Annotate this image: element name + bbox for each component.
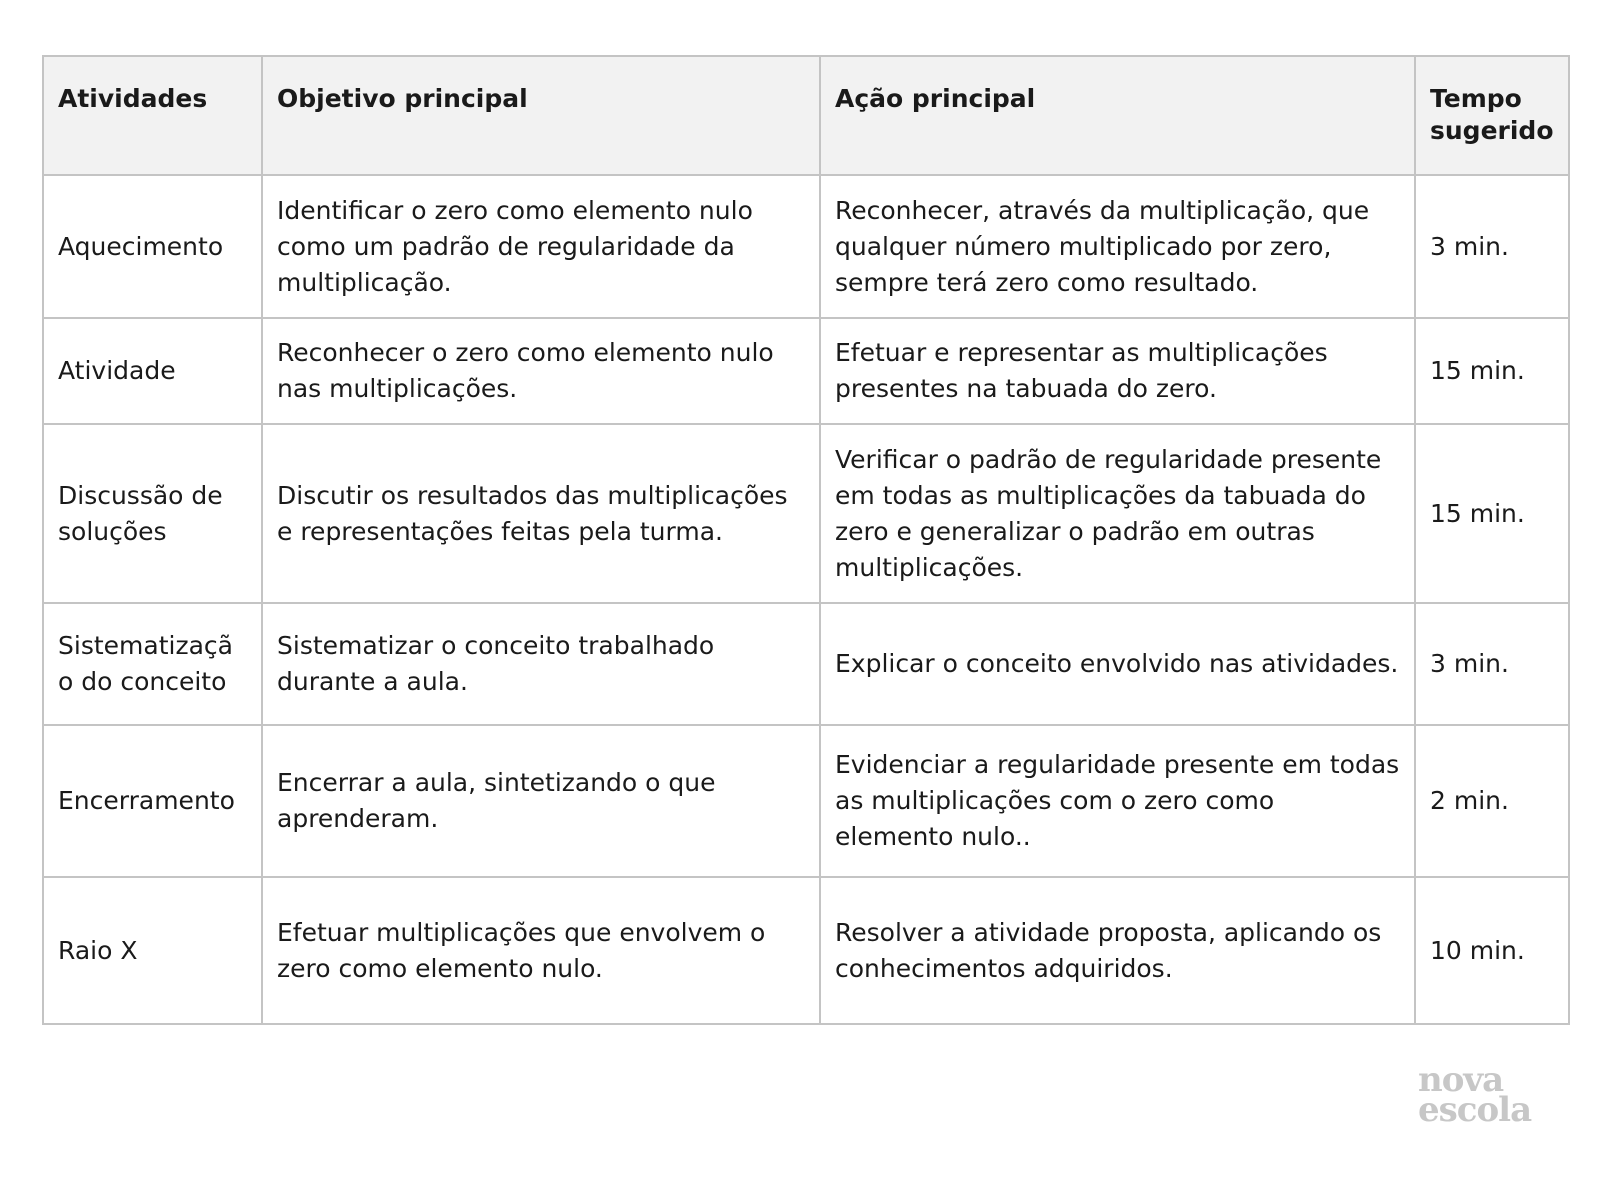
cell-tempo: 3 min. [1415, 175, 1569, 318]
cell-atividade: Discussão de soluções [43, 424, 262, 603]
cell-objetivo: Discutir os resultados das multiplicações e representações feitas pela turma. [262, 424, 820, 603]
cell-acao: Explicar o conceito envolvido nas atividades. [820, 603, 1415, 725]
table-row [43, 877, 1569, 1024]
cell-tempo: 15 min. [1415, 318, 1569, 424]
header-acao-principal: Ação principal [820, 56, 1415, 175]
cell-tempo: 10 min. [1415, 877, 1569, 1024]
cell-objetivo: Reconhecer o zero como elemento nulo nas multiplicações. [262, 318, 820, 424]
cell-objetivo: Encerrar a aula, sintetizando o que aprenderam. [262, 725, 820, 877]
cell-tempo: 15 min. [1415, 424, 1569, 603]
cell-tempo: 2 min. [1415, 725, 1569, 877]
cell-tempo: 3 min. [1415, 603, 1569, 725]
cell-acao: Verificar o padrão de regularidade presente em todas as multiplicações da tabuada do zero e generalizar o padrão em outras multiplicações. [820, 424, 1415, 603]
cell-atividade: Aquecimento [43, 175, 262, 318]
header-atividades: Atividades [43, 56, 262, 175]
table-row [43, 424, 1569, 603]
cell-acao: Evidenciar a regularidade presente em todas as multiplicações com o zero como elemento nulo.. [820, 725, 1415, 877]
cell-atividade: Encerramento [43, 725, 262, 877]
nova-escola-logo [1418, 1060, 1538, 1130]
cell-objetivo: Efetuar multiplicações que envolvem o zero como elemento nulo. [262, 877, 820, 1024]
header-objetivo-principal: Objetivo principal [262, 56, 820, 175]
table-row [43, 603, 1569, 725]
cell-acao: Resolver a atividade proposta, aplicando os conhecimentos adquiridos. [820, 877, 1415, 1024]
logo-line-nova: nova [1418, 1060, 1504, 1100]
table-row [43, 318, 1569, 424]
cell-objetivo: Sistematizar o conceito trabalhado durante a aula. [262, 603, 820, 725]
table-row [43, 725, 1569, 877]
cell-acao: Reconhecer, através da multiplicação, que qualquer número multiplicado por zero, sempre terá zero como resultado. [820, 175, 1415, 318]
table-row [43, 175, 1569, 318]
cell-atividade: Raio X [43, 877, 262, 1024]
cell-atividade: Sistematização do conceito [43, 603, 262, 725]
cell-atividade: Atividade [43, 318, 262, 424]
header-tempo-sugerido: Tempo sugerido [1415, 56, 1569, 175]
cell-objetivo: Identificar o zero como elemento nulo como um padrão de regularidade da multiplicação. [262, 175, 820, 318]
lesson-plan-table [42, 55, 1570, 1025]
cell-acao: Efetuar e representar as multiplicações presentes na tabuada do zero. [820, 318, 1415, 424]
table-header-row [43, 56, 1569, 175]
logo-line-escola: escola [1418, 1090, 1532, 1130]
